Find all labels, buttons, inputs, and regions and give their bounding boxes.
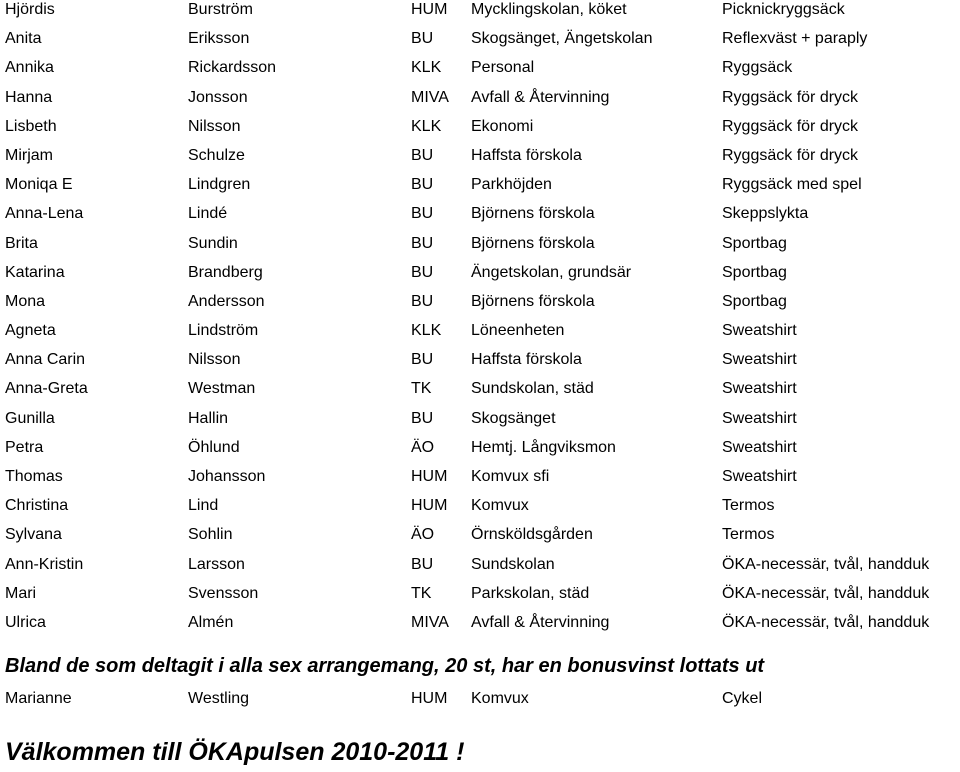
prize: Sweatshirt xyxy=(722,380,797,398)
workplace: Skogsänget xyxy=(471,409,556,427)
first-name: Ulrica xyxy=(5,613,46,631)
table-row xyxy=(0,204,960,233)
first-name: Hjördis xyxy=(5,1,55,18)
last-name: Schulze xyxy=(188,146,245,164)
prize: Ryggsäck xyxy=(722,59,793,77)
prize: Sportbag xyxy=(722,234,787,252)
last-name: Jonsson xyxy=(188,88,248,106)
department: TK xyxy=(411,584,432,602)
last-name: Brandberg xyxy=(188,263,263,281)
last-name: Larsson xyxy=(188,555,245,573)
last-name: Johansson xyxy=(188,468,266,485)
first-name: Marianne xyxy=(5,690,72,707)
first-name: Mirjam xyxy=(5,146,53,164)
last-name: Westman xyxy=(188,380,256,398)
prize: Ryggsäck för dryck xyxy=(722,88,859,106)
department: HUM xyxy=(411,1,448,18)
department: ÄO xyxy=(411,526,435,544)
workplace: Haffsta förskola xyxy=(471,351,582,369)
table-row xyxy=(0,525,960,554)
last-name: Lindgren xyxy=(188,176,251,194)
first-name: Anna-Lena xyxy=(5,205,84,223)
prize: Sweatshirt xyxy=(722,351,797,369)
workplace: Björnens förskola xyxy=(471,205,595,223)
department: HUM xyxy=(411,468,448,485)
department: BU xyxy=(411,205,434,223)
workplace: Personal xyxy=(471,59,535,77)
table-row xyxy=(0,438,960,467)
first-name: Annika xyxy=(5,59,54,77)
first-name: Agneta xyxy=(5,322,56,340)
prize: ÖKA-necessär, tvål, handduk xyxy=(722,555,930,573)
first-name: Hanna xyxy=(5,88,53,106)
first-name: Christina xyxy=(5,497,69,515)
first-name: Brita xyxy=(5,234,38,252)
table-row xyxy=(0,496,960,525)
department: BU xyxy=(411,555,434,573)
table-row xyxy=(0,350,960,379)
first-name: Anna Carin xyxy=(5,351,86,369)
prize: Ryggsäck med spel xyxy=(722,176,862,194)
first-name: Mari xyxy=(5,584,37,602)
first-name: Gunilla xyxy=(5,409,55,427)
department: KLK xyxy=(411,322,442,340)
last-name: Westling xyxy=(188,690,250,707)
workplace: Parkhöjden xyxy=(471,176,552,194)
table-row xyxy=(0,175,960,204)
table-row xyxy=(0,88,960,117)
workplace: Haffsta förskola xyxy=(471,146,582,164)
workplace: Sundskolan xyxy=(471,555,555,573)
department: BU xyxy=(411,234,434,252)
prize: ÖKA-necessär, tvål, handduk xyxy=(722,584,930,602)
first-name: Anita xyxy=(5,30,42,48)
department: BU xyxy=(411,146,434,164)
prize: Termos xyxy=(722,526,775,544)
last-name: Lind xyxy=(188,497,219,515)
workplace: Ängetskolan, grundsär xyxy=(471,263,632,281)
last-name: Lindé xyxy=(188,205,228,223)
workplace: Komvux xyxy=(471,497,529,515)
prize: Sportbag xyxy=(722,263,787,281)
department: BU xyxy=(411,176,434,194)
last-name: Rickardsson xyxy=(188,59,277,77)
department: MIVA xyxy=(411,613,449,631)
workplace: Björnens förskola xyxy=(471,234,595,252)
table-row xyxy=(0,555,960,584)
workplace: Ekonomi xyxy=(471,117,534,135)
prize: Termos xyxy=(722,497,775,515)
bonus-heading: Bland de som deltagit i alla sex arrangemang, 20 st, har en bonusvinst lottats ut xyxy=(5,655,765,677)
table-row xyxy=(0,584,960,613)
workplace: Avfall & Återvinning xyxy=(471,613,610,631)
prize: Ryggsäck för dryck xyxy=(722,146,859,164)
first-name: Katarina xyxy=(5,263,65,281)
prize: Sweatshirt xyxy=(722,322,797,340)
department: BU xyxy=(411,263,434,281)
workplace: Avfall & Återvinning xyxy=(471,88,610,106)
last-name: Svensson xyxy=(188,584,259,602)
last-name: Öhlund xyxy=(188,438,240,456)
table-row xyxy=(0,613,960,642)
department: BU xyxy=(411,351,434,369)
workplace: Örnsköldsgården xyxy=(471,526,593,544)
workplace: Komvux sfi xyxy=(471,468,550,485)
table-row xyxy=(0,58,960,87)
department: MIVA xyxy=(411,88,449,106)
department: BU xyxy=(411,292,434,310)
first-name: Moniqa E xyxy=(5,176,73,194)
last-name: Burström xyxy=(188,1,253,18)
first-name: Mona xyxy=(5,292,46,310)
first-name: Thomas xyxy=(5,468,63,485)
first-name: Petra xyxy=(5,438,44,456)
last-name: Sohlin xyxy=(188,526,233,544)
department: BU xyxy=(411,30,434,48)
table-row xyxy=(0,409,960,438)
first-name: Anna-Greta xyxy=(5,380,88,398)
prize: Reflexväst + paraply xyxy=(722,30,868,48)
table-row xyxy=(0,117,960,146)
workplace: Parkskolan, städ xyxy=(471,584,590,602)
department: ÄO xyxy=(411,438,435,456)
table-row xyxy=(0,0,960,29)
prize: Picknickryggsäck xyxy=(722,1,845,18)
workplace: Sundskolan, städ xyxy=(471,380,594,398)
table-row xyxy=(0,321,960,350)
bonus-row xyxy=(0,689,960,711)
last-name: Lindström xyxy=(188,322,259,340)
last-name: Nilsson xyxy=(188,117,241,135)
prize: Sweatshirt xyxy=(722,468,797,485)
first-name: Lisbeth xyxy=(5,117,57,135)
prize: Ryggsäck för dryck xyxy=(722,117,859,135)
department: HUM xyxy=(411,690,448,707)
workplace: Löneenheten xyxy=(471,322,565,340)
prize: Sweatshirt xyxy=(722,438,797,456)
last-name: Nilsson xyxy=(188,351,241,369)
workplace: Mycklingskolan, köket xyxy=(471,1,627,18)
table-row xyxy=(0,292,960,321)
table-row xyxy=(0,379,960,408)
first-name: Sylvana xyxy=(5,526,62,544)
department: TK xyxy=(411,380,432,398)
workplace: Björnens förskola xyxy=(471,292,595,310)
last-name: Hallin xyxy=(188,409,229,427)
last-name: Andersson xyxy=(188,292,265,310)
department: KLK xyxy=(411,59,442,77)
department: HUM xyxy=(411,497,448,515)
table-row xyxy=(0,467,960,496)
table-row xyxy=(0,234,960,263)
prize: ÖKA-necessär, tvål, handduk xyxy=(722,613,930,631)
prize: Skeppslykta xyxy=(722,205,809,223)
table-row xyxy=(0,146,960,175)
first-name: Ann-Kristin xyxy=(5,555,84,573)
workplace: Hemtj. Långviksmon xyxy=(471,438,616,456)
department: BU xyxy=(411,409,434,427)
department: KLK xyxy=(411,117,442,135)
welcome-text: Välkommen till ÖKApulsen 2010-2011 ! xyxy=(5,738,465,766)
last-name: Eriksson xyxy=(188,30,250,48)
workplace: Komvux xyxy=(471,690,529,707)
prize: Sweatshirt xyxy=(722,409,797,427)
table-row xyxy=(0,29,960,58)
prize: Cykel xyxy=(722,690,763,707)
last-name: Almén xyxy=(188,613,234,631)
last-name: Sundin xyxy=(188,234,238,252)
prize: Sportbag xyxy=(722,292,787,310)
workplace: Skogsänget, Ängetskolan xyxy=(471,30,653,48)
table-row xyxy=(0,263,960,292)
